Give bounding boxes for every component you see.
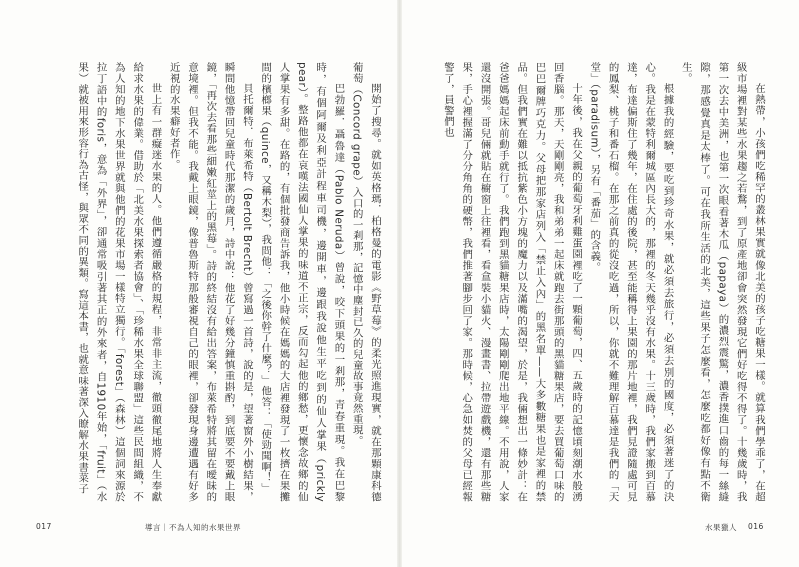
right-paragraph-2: 根據我的經驗，要吃到珍奇水果，就必須去旅行，必須去別的國度，必須著迷了的決心。我是在蒙特利爾城區內長大的，那裡的冬天幾乎沒有水果。十三歲時，我們家搬到百慕達，布達偏斯住了幾年，在住處的後院，甚至能稱得上果園的那片地裡，我們見證隨處可見的鳳梨、桃子和番石榴。在那之前真的從沒吃過，所以，你就不難理解百慕達是我們的「天堂」（paradisum），另有「番茄」的含義。 xyxy=(588,62,674,502)
left-running-header: 導言｜不為人知的水果世界 xyxy=(145,523,241,532)
left-paragraph-3: 貝托爾特．布萊希特（Bertolt Brecht）曾寫過一首詩，說的是，望著窗外小樹結果，瞬間他憶帶回兒童時代那潔的歲月，詩中說：他花了好幾分鐘慎重斟酌，到底要不要戴上眼鏡，「再次去看那些細嫩紅莖上的黑莓」。詩的終結沒有給出答案，布萊希特將其留在曖昧的意境裡。但我不能。我戴上眼鏡，像普魯斯特那般審視自己的眼裡，卻發現身邊遭遇有好多近視的水果癖好者作。 xyxy=(167,62,253,502)
left-page-body xyxy=(36,62,384,502)
right-page-number: 016 xyxy=(748,522,764,531)
right-paragraph-1: 在熱帶，小孩們吃稀罕的叢林果實就像北美的孩子吃糖果一樣。就算我們學乖了，在超級市場裡對某些水果趨之若鶩，到了原產地卻會突然發現它們好吃得不得了。十幾歲時，我第一次去中美洲，也第一次眼看著木瓜（papaya）的濃烈震驚，濃香撲進口齒的每一絲縫隙，那感覺真是太棒了。可在我所生活的北美，這些果子怎麼看，怎麼吃都好像有點不衛生。 xyxy=(679,62,765,502)
left-paragraph-4: 世上有一群癡迷水果的人。他們遵循嚴格的規程，非常非主流，徹頭徹尾地將人生奉獻給求水果的偉業。借助於「北美水果探索者協會」、「珍稀水果全球聯盟」這些民間組織，不為人知的地下水果世界就與他們的花果市場一樣特立獨行。「forest」（森林）這個詞來源於拉丁語中的foris，意為「外界」，卻通常吸引著其正的外來者，自1910年始，「fruit」（水果）就被用來形容行為古怪，與眾不同的異類。寫這本書，也就意味著深入瞭解水果書菜子 xyxy=(76,62,162,502)
right-running-header: 水果獵人 xyxy=(705,523,737,532)
right-page-body xyxy=(428,62,768,502)
book-gutter xyxy=(397,0,402,567)
right-paragraph-3: 十年後，我在父親的葡萄牙利雞蛋園裡吃了一顆葡萄，四、五歲時的記憶頃刻潮水般湧回香腦。那天，天剛剛亮，我和弟弟一起床就跑去街那頭的黑貓糖果店，要去買葡萄口味的巴巴爾牌巧克力。父母把那家店列入「禁止入內」的黑名單——大多數糖果也是家裡的禁品。但我們實在難以抵抗紫色小方塊的魔力以及滿嘴的渴望，於是，我倆想出一條妙計：在爸爸媽媽起床前動手就行了。我們跑到黑貓糖果店時，太陽剛剛爬出地平線。不用說，人家還沒開張。哥兒倆就貼在櫥窗上往裡看，看盒裝小貓火、漫畫書、拉帶遊戲機，還有那些糖果，手心裡握滿了分分角角的硬幣，我們推著腳步回了家。那時候，心急如焚的父母已經報警了，員警們也 xyxy=(441,62,583,502)
left-page-number: 017 xyxy=(36,522,52,531)
left-paragraph-2: 巴勃羅．聶魯達（Pablo Neruda）曾說，咬下頭果的一剎那，青春重現。我在巴黎時，有個阿爾及利亞計程車司機，邊開車，邊跟我說他生平吃到的仙人掌果（prickly pear）。整路他都在哀嘆法國仙人掌果的味道不正宗，反而勾起他的鄉愁，更懷念故鄉的仙人掌果有多甜。在路的，有個批發商告訴我，他小時候在媽媽的大店裡發現了一枚擠在果攤間的檳榔果（quince，又稱木梨），我問他：「之後你幹了什麼？」他答：「使勁聞啊！」 xyxy=(259,62,345,502)
left-paragraph-1: 開始了搜尋。就如英格瑪．柏格曼的電影《野草莓》的柔光照進現實，就在那顆康科德葡萄（Concord grape）入口的一剎那，記憶中塵封已久的兒童故事竟然重現。 xyxy=(350,62,381,502)
